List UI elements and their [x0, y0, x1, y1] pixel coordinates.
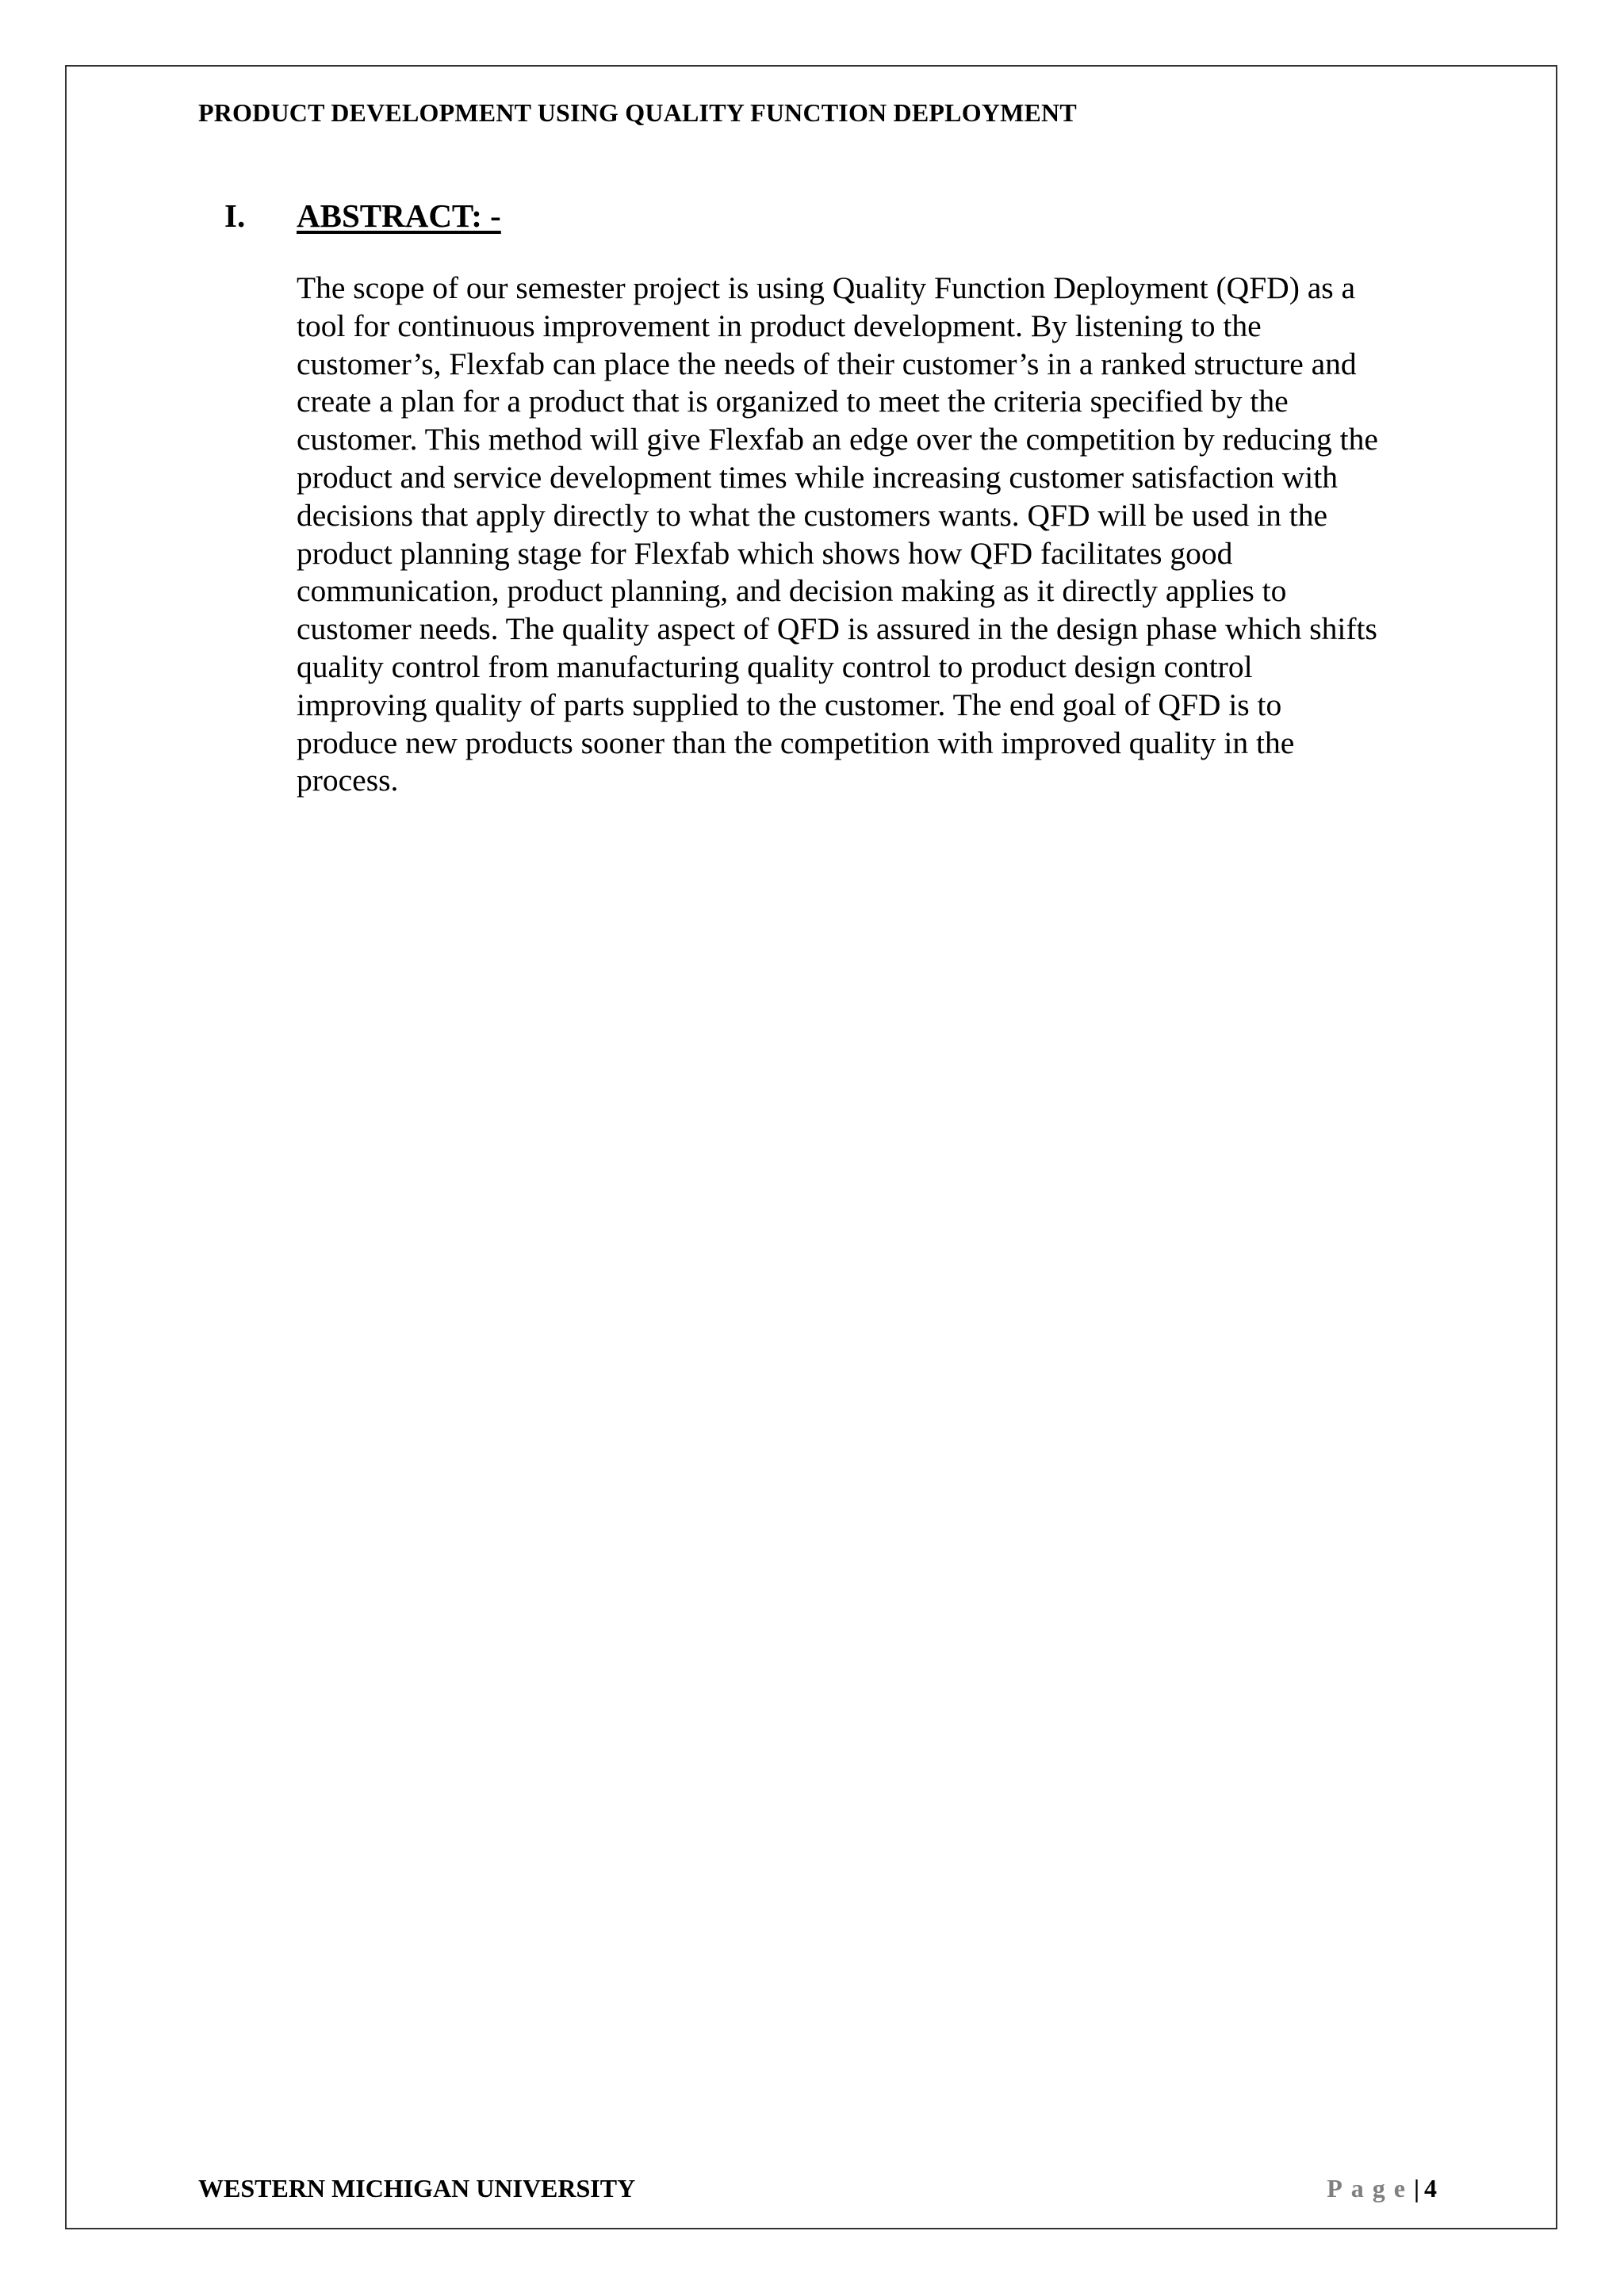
abstract-line: customer’s, Flexfab can place the needs of their customer’s in a ranked structure and [297, 346, 1357, 381]
abstract-line: quality control from manufacturing quality control to product design control [297, 649, 1253, 684]
footer-page-indicator [1327, 2174, 1437, 2203]
page-separator: | [1413, 2174, 1419, 2202]
abstract-paragraph [297, 270, 1486, 800]
abstract-line: communication, product planning, and decision making as it directly applies to [297, 573, 1287, 609]
section-title: ABSTRACT: - [297, 197, 501, 234]
page-header-title: PRODUCT DEVELOPMENT USING QUALITY FUNCTION DEPLOYMENT [198, 98, 1077, 127]
page-number: 4 [1424, 2174, 1437, 2202]
section-number: I. [224, 197, 246, 234]
abstract-line: decisions that apply directly to what the customers wants. QFD will be used in the [297, 497, 1327, 533]
page-label: Page [1327, 2174, 1414, 2202]
abstract-line: create a plan for a product that is organized to meet the criteria specified by the [297, 384, 1289, 419]
abstract-line: The scope of our semester project is using Quality Function Deployment (QFD) as a [297, 270, 1356, 305]
abstract-line: product planning stage for Flexfab which shows how QFD facilitates good [297, 535, 1233, 571]
abstract-line: process. [297, 763, 399, 798]
abstract-line: produce new products sooner than the competition with improved quality in the [297, 725, 1295, 760]
footer-institution: WESTERN MICHIGAN UNIVERSITY [198, 2174, 636, 2202]
abstract-line: improving quality of parts supplied to the customer. The end goal of QFD is to [297, 687, 1282, 722]
abstract-line: customer. This method will give Flexfab an edge over the competition by reducing the [297, 422, 1378, 457]
abstract-line: tool for continuous improvement in product development. By listening to the [297, 308, 1262, 343]
abstract-line: customer needs. The quality aspect of QFD is assured in the design phase which shifts [297, 611, 1377, 647]
abstract-line: product and service development times while increasing customer satisfaction with [297, 459, 1338, 495]
